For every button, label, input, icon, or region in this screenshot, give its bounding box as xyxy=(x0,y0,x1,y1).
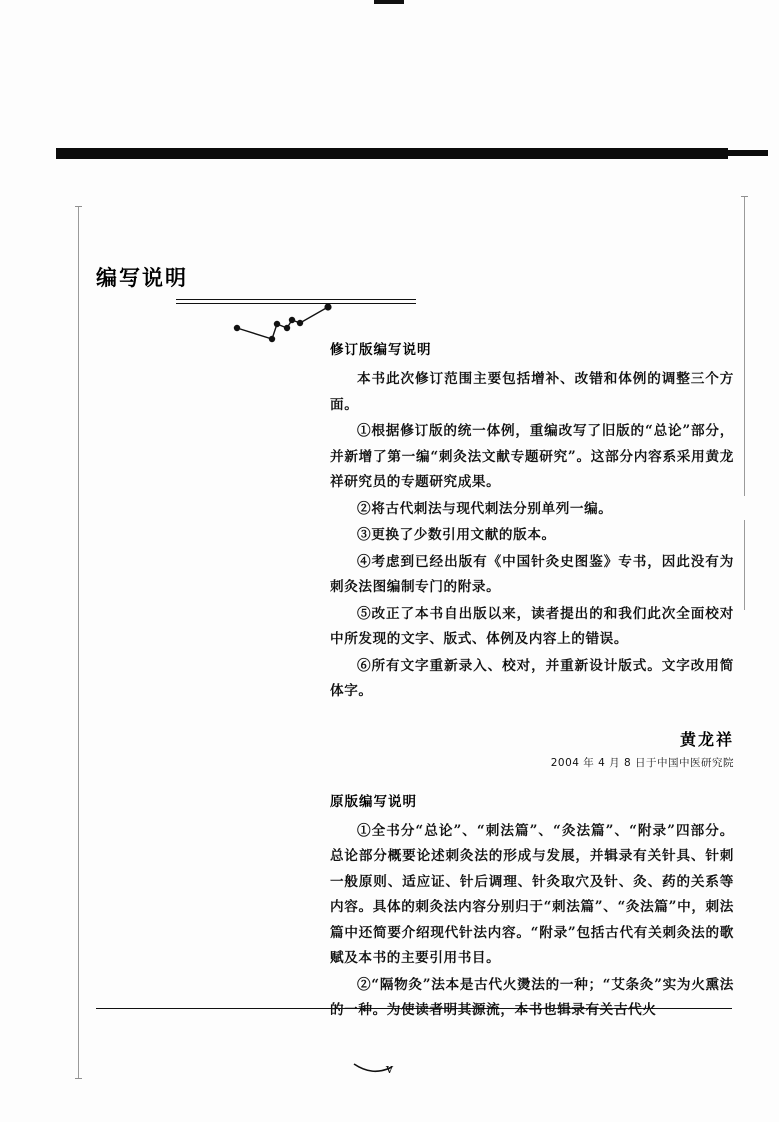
page-number: v xyxy=(385,1062,394,1077)
scan-artifact-tick xyxy=(741,196,748,197)
paragraph: ②“隔物灸”法本是古代火燙法的一种；“艾条灸”实为火熏法的一种。为使读者明其源流，本书也辑录有关古代火 xyxy=(330,976,734,1018)
section-title-revised-edition: 修订版编写说明 xyxy=(330,342,432,358)
scan-artifact-tick xyxy=(75,1078,82,1079)
author-signature: 黄龙祥 xyxy=(679,729,734,749)
paragraph: ④考虑到已经出版有《中国针灸史图鉴》专书，因此没有为刺灸法图编制专门的附录。 xyxy=(330,553,734,595)
paragraph: ⑤改正了本书自出版以来，读者提出的和我们此次全面校对中所发现的文字、版式、体例及内容上的错误。 xyxy=(330,605,734,647)
paragraph: ⑥所有文字重新录入、校对，并重新设计版式。文字改用简体字。 xyxy=(330,657,734,699)
section-title-original-edition: 原版编写说明 xyxy=(330,793,417,810)
scan-artifact-right-rail-lower xyxy=(744,520,745,610)
footer-rule xyxy=(96,1008,732,1009)
paragraph: ①全书分“总论”、“刺法篇”、“灸法篇”、“附录”四部分。总论部分概要论述刺灸法的形成与发展，并辑录有关针具、针刺一般原则、适应证、针后调理、针灸取穴及针、灸、药的关系等内容。具体的刺灸法内容分别归于“刺法篇”、“灸法篇”中，刺法篇中还简要介绍现代针法内容。“附录”包括古代有关刺灸法的歌赋及本书的主要引用书目。 xyxy=(330,822,734,966)
signature-date: 2004 年 4 月 8 日于中国中医研究院 xyxy=(550,756,734,769)
paragraph: ①根据修订版的统一体例，重编改写了旧版的“总论”部分，并新增了第一编“刺灸法文献专题研究”。这部分内容系采用黄龙祥研究员的专题研究成果。 xyxy=(330,423,734,490)
section-spacer xyxy=(330,770,734,790)
scan-artifact-black-bar xyxy=(56,148,728,159)
scan-artifact-black-bar-tail xyxy=(724,150,768,156)
page-title: 编写说明 xyxy=(96,266,188,290)
scan-artifact-right-rail-upper xyxy=(744,196,745,496)
scan-artifact-left-rail xyxy=(78,206,79,1078)
scan-artifact-tick xyxy=(75,206,82,207)
paragraph: ②将古代刺法与现代刺法分别单列一编。 xyxy=(357,500,613,517)
paragraph: 本书此次修订范围主要包括增补、改错和体例的调整三个方面。 xyxy=(330,371,734,413)
paragraph: ③更换了少数引用文献的版本。 xyxy=(357,527,556,543)
body-column xyxy=(330,338,734,1025)
scan-artifact-top-mark xyxy=(374,0,404,4)
